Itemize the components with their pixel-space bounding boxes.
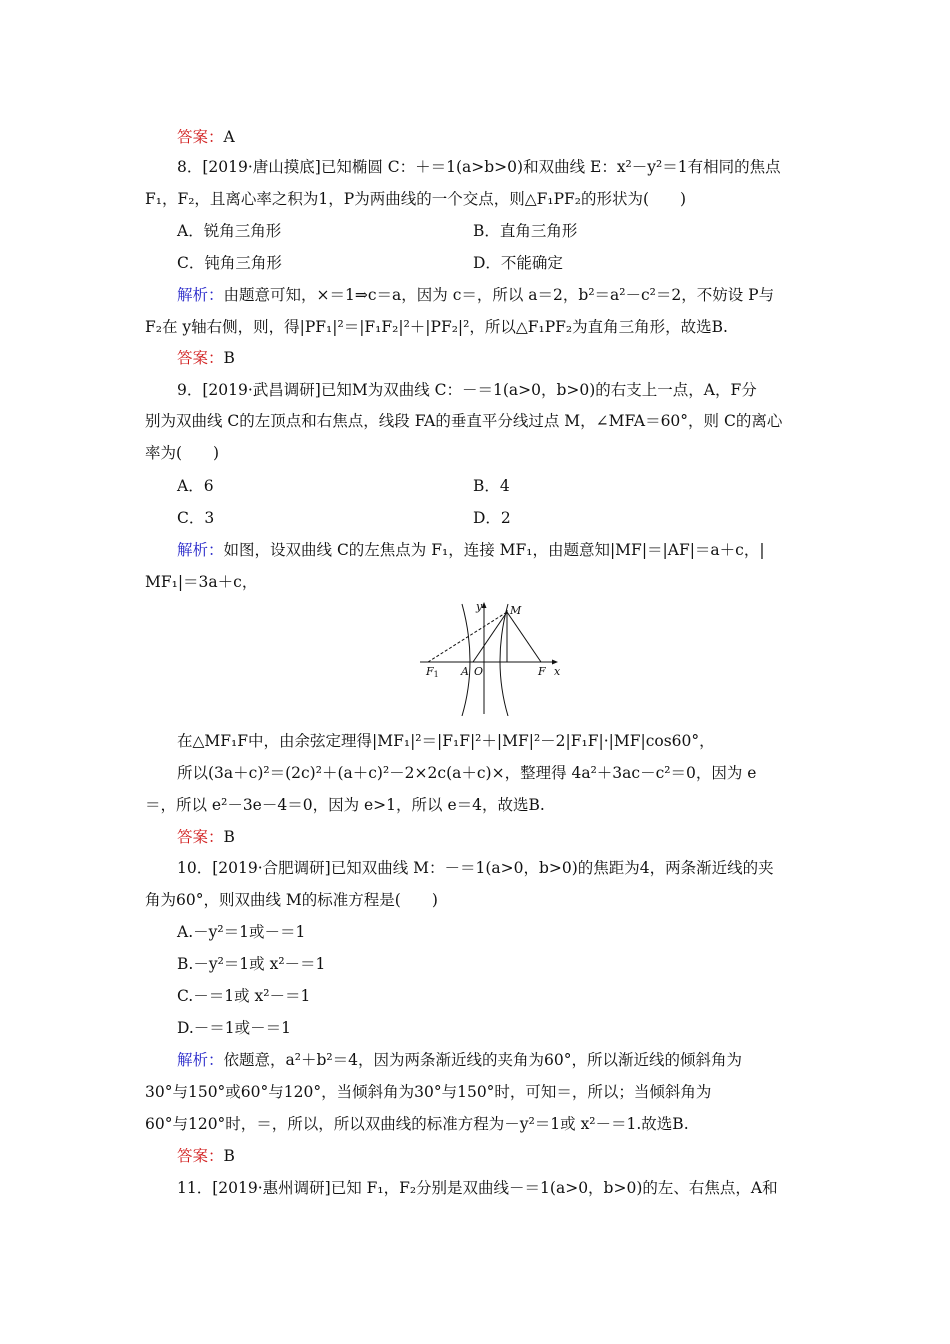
answer-line bbox=[177, 827, 235, 847]
solution-text: 由题意可知，×＝1⇒c＝a，因为 c＝，所以 a＝2，b²＝a²－c²＝2，不妨设 P与 bbox=[223, 286, 775, 304]
question-8-line-1: 8．[2019·唐山摸底]已知椭圆 C：＋＝1(a>b>0)和双曲线 E：x²－y²＝1有相同的焦点 bbox=[177, 158, 781, 176]
segment-mf bbox=[507, 612, 541, 662]
question-10-solution-line-2: 30°与150°或60°与120°，当倾斜角为30°与150°时，可知＝，所以；当倾斜角为 bbox=[145, 1083, 712, 1101]
question-10-option-d: D.－＝1或－＝1 bbox=[177, 1019, 292, 1037]
answer-label: 答案： bbox=[177, 128, 224, 146]
y-axis-arrow bbox=[482, 602, 487, 608]
question-9-option-d: D．2 bbox=[473, 509, 511, 527]
question-9-solution-line-3: 在△MF₁F中，由余弦定理得|MF₁|²＝|F₁F|²＋|MF|²－2|F₁F|·|MF|cos60°， bbox=[177, 732, 715, 750]
solution-text: 依题意，a²＋b²＝4，因为两条渐近线的夹角为60°，所以渐近线的倾斜角为 bbox=[223, 1051, 742, 1069]
question-8-option-d: D．不能确定 bbox=[473, 254, 563, 272]
question-9-option-b: B．4 bbox=[473, 477, 510, 495]
question-8-solution-line-1 bbox=[177, 285, 774, 305]
label-f1: F1 bbox=[426, 665, 439, 679]
answer-line bbox=[177, 1146, 235, 1166]
question-9-line-2: 别为双曲线 C的左顶点和右焦点，线段 FA的垂直平分线过点 M，∠MFA＝60°，则 C的离心 bbox=[145, 412, 783, 430]
question-9-solution-line-5: ＝，所以 e²－3e－4＝0，因为 e>1，所以 e＝4，故选B. bbox=[145, 796, 545, 814]
question-8-option-a: A．锐角三角形 bbox=[177, 222, 282, 240]
label-y: y bbox=[476, 600, 483, 613]
question-9-option-a: A．6 bbox=[177, 477, 214, 495]
question-10-option-c: C.－＝1或 x²－＝1 bbox=[177, 987, 311, 1005]
answer-line bbox=[177, 127, 235, 147]
question-9-line-3: 率为( ) bbox=[145, 444, 220, 462]
label-m: M bbox=[510, 604, 522, 617]
question-10-solution-line-1 bbox=[177, 1050, 742, 1070]
answer-value: B bbox=[223, 1147, 235, 1165]
analysis-label: 解析： bbox=[177, 541, 224, 559]
label-x: x bbox=[554, 665, 561, 678]
question-10-option-a: A.－y²＝1或－＝1 bbox=[177, 923, 306, 941]
question-9-solution-line-1 bbox=[177, 540, 765, 560]
answer-value: A bbox=[223, 128, 235, 146]
analysis-label: 解析： bbox=[177, 286, 224, 304]
question-10-line-1: 10．[2019·合肥调研]已知双曲线 M：－＝1(a>0，b>0)的焦距为4，两条渐近线的夹 bbox=[177, 859, 774, 877]
label-a: A bbox=[461, 665, 469, 678]
label-f: F bbox=[538, 665, 546, 678]
question-10-line-2: 角为60°，则双曲线 M的标准方程是( ) bbox=[145, 891, 438, 909]
question-8-line-2: F₁，F₂，且离心率之积为1，P为两曲线的一个交点，则△F₁PF₂的形状为( ) bbox=[145, 190, 687, 208]
question-9-solution-line-4: 所以(3a＋c)²＝(2c)²＋(a＋c)²－2×2c(a＋c)×，整理得 4a²＋3ac－c²＝0，因为 e bbox=[177, 764, 757, 782]
answer-value: B bbox=[223, 828, 235, 846]
answer-value: B bbox=[223, 349, 235, 367]
answer-label: 答案： bbox=[177, 828, 224, 846]
question-8-solution-line-2: F₂在 y轴右侧，则，得|PF₁|²＝|F₁F₂|²＋|PF₂|²，所以△F₁PF₂为直角三角形，故选B. bbox=[145, 318, 728, 336]
question-8-option-b: B．直角三角形 bbox=[473, 222, 578, 240]
question-10-option-b: B.－y²＝1或 x²－＝1 bbox=[177, 955, 326, 973]
hyperbola-figure bbox=[418, 596, 568, 716]
x-axis-arrow bbox=[552, 660, 558, 665]
segment-mf1 bbox=[428, 612, 507, 662]
question-11-line-1: 11．[2019·惠州调研]已知 F₁，F₂分别是双曲线－＝1(a>0，b>0)的左、右焦点，A和 bbox=[177, 1179, 778, 1197]
answer-label: 答案： bbox=[177, 349, 224, 367]
analysis-label: 解析： bbox=[177, 1051, 224, 1069]
answer-label: 答案： bbox=[177, 1147, 224, 1165]
solution-text: 如图，设双曲线 C的左焦点为 F₁，连接 MF₁，由题意知|MF|＝|AF|＝a＋c，| bbox=[223, 541, 765, 559]
question-9-option-c: C．3 bbox=[177, 509, 215, 527]
question-10-solution-line-3: 60°与120°时，＝，所以，所以双曲线的标准方程为－y²＝1或 x²－＝1.故选B. bbox=[145, 1115, 689, 1133]
label-o: O bbox=[474, 665, 484, 678]
question-9-line-1: 9．[2019·武昌调研]已知M为双曲线 C：－＝1(a>0，b>0)的右支上一点，A，F分 bbox=[177, 381, 757, 399]
answer-line bbox=[177, 348, 235, 368]
hyperbola-left-branch bbox=[462, 604, 470, 716]
question-8-option-c: C．钝角三角形 bbox=[177, 254, 282, 272]
question-9-solution-line-2: MF₁|＝3a＋c， bbox=[145, 573, 258, 591]
